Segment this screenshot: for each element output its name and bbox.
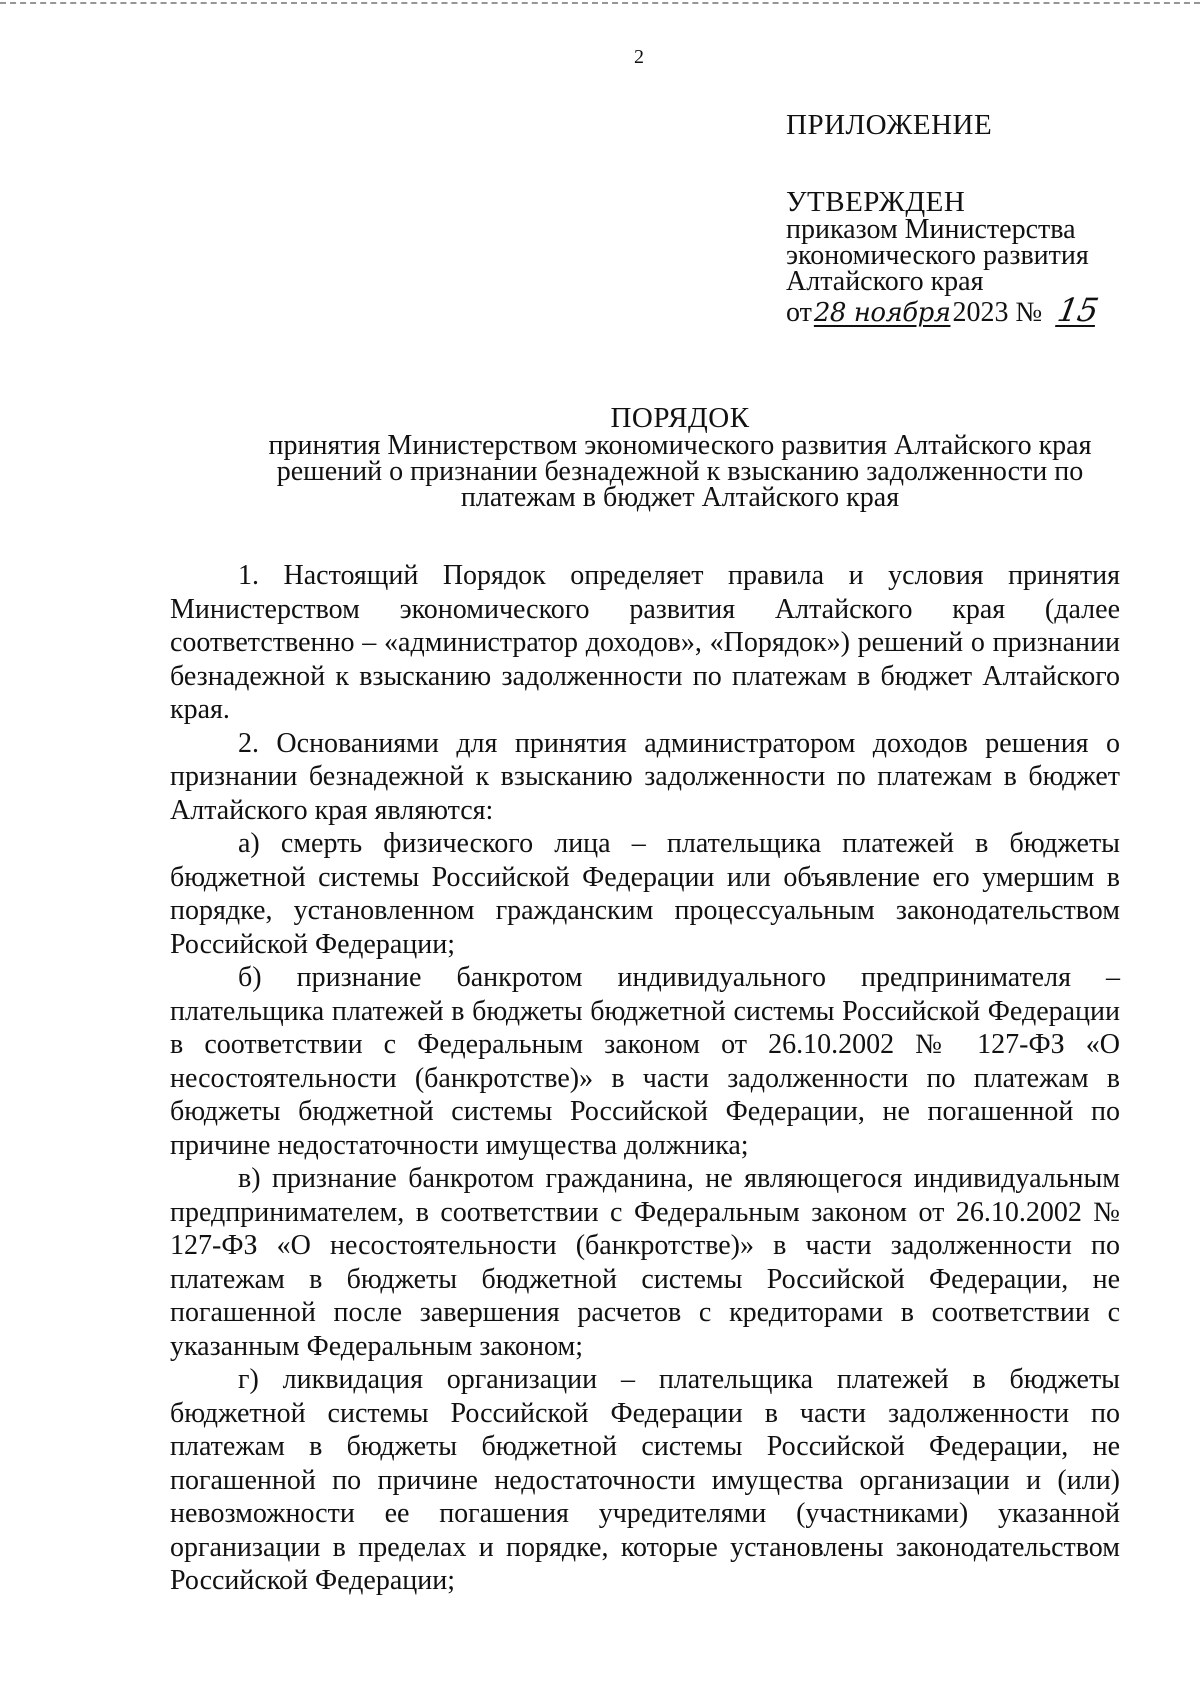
document-title: ПОРЯДОК <box>610 402 750 434</box>
appendix-label: ПРИЛОЖЕНИЕ <box>786 109 993 141</box>
subtitle-line: решений о признании безнадежной к взысканию задолженности по <box>276 456 1084 487</box>
scan-top-edge <box>0 2 1200 4</box>
approval-block <box>786 109 1186 329</box>
paragraph: 1. Настоящий Порядок определяет правила и условия принятия Министерством экономического развития Алтайского края (далее соответственно – «администратор доходов», «Порядок») решений о признании безнадежной к взысканию задолженности по платежам в бюджет Алтайского края. <box>170 560 1120 725</box>
handwritten-order-number: 15 <box>1054 291 1102 329</box>
approval-line: экономического развития <box>786 240 1089 271</box>
approval-line: приказом Министерства <box>786 214 1076 245</box>
document-subtitle <box>160 430 1200 513</box>
order-year-number-label: 2023 № <box>952 297 1043 328</box>
paragraph: в) признание банкротом гражданина, не являющегося индивидуальным предпринимателем, в соответствии с Федеральным законом от 26.10.2002 № 127-ФЗ «О несостоятельности (банкротстве)» в части задолженности по платежам в бюджеты бюджетной системы Российской Федерации, не погашенной после завершения расчетов с кредиторами в соответствии с указанным Федеральным законом; <box>170 1163 1120 1362</box>
subtitle-line: принятия Министерством экономического развития Алтайского края <box>268 430 1092 461</box>
page-number: 2 <box>634 46 644 68</box>
paragraph: г) ликвидация организации – плательщика платежей в бюджеты бюджетной системы Российской Федерации в части задолженности по платежам в бюджеты бюджетной системы Российской Федерации, не погашенной по причине недостаточности имущества организации и (или) невозможности ее погашения учредителями (участниками) указанной организации в пределах и порядке, которые установлены законодательством Российской Федерации; <box>170 1364 1120 1596</box>
subtitle-line: платежам в бюджет Алтайского края <box>460 482 900 513</box>
approval-line: Алтайского края <box>786 266 984 297</box>
paragraph: а) смерть физического лица – плательщика платежей в бюджеты бюджетной системы Российской Федерации или объявление его умершим в порядке, установленном гражданским процессуальным законодательством Российской Федерации; <box>170 828 1120 960</box>
handwritten-date: 28 ноября <box>813 298 951 328</box>
approved-label: УТВЕРЖДЕН <box>786 186 966 218</box>
document-body <box>170 559 1120 1598</box>
paragraph: 2. Основаниями для принятия администратором доходов решения о признании безнадежной к взысканию задолженности по платежам в бюджет Алтайского края являются: <box>170 727 1120 826</box>
date-prefix: от <box>786 297 812 328</box>
paragraph: б) признание банкротом индивидуального предпринимателя – плательщика платежей в бюджеты бюджетной системы Российской Федерации в соответствии с Федеральным законом от 26.10.2002 № 127-ФЗ «О несостоятельности (банкротстве)» в части задолженности по платежам в бюджеты бюджетной системы Российской Федерации, не погашенной по причине недостаточности имущества должника; <box>170 962 1120 1161</box>
approval-date-line <box>786 291 1186 329</box>
